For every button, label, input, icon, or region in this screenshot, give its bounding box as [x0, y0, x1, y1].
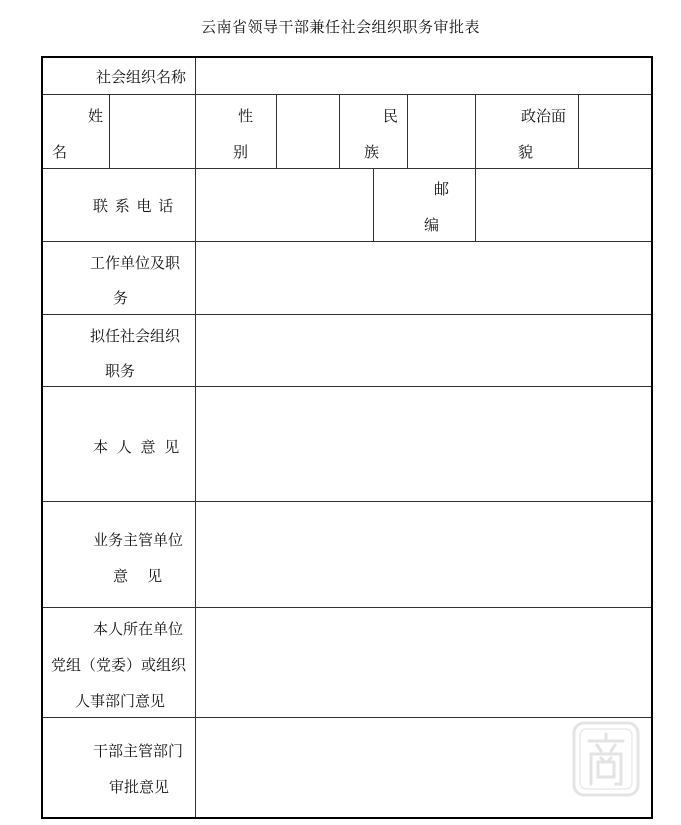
political-status-label-top: 政治面 [521, 107, 567, 125]
gender-label-bottom: 别 [233, 143, 249, 161]
name-field[interactable] [110, 95, 196, 169]
party-hr-opinion-label-line1: 本人所在单位 [93, 620, 184, 638]
cadre-approval-label-bottom: 审批意见 [109, 778, 170, 796]
workplace-label-bottom: 务 [113, 289, 129, 307]
supervisor-opinion-label-bottom: 意 见 [113, 567, 163, 585]
workplace-field[interactable] [196, 242, 651, 315]
phone-label: 联 系 电 话 [93, 197, 175, 215]
approval-form-table [41, 56, 653, 819]
ethnicity-label-cell [340, 95, 408, 169]
shang-seal-watermark-icon [571, 720, 641, 798]
proposed-position-field[interactable] [196, 315, 651, 387]
workplace-label-cell [43, 242, 196, 315]
cadre-approval-label-cell [43, 718, 196, 817]
personal-opinion-label: 本 人 意 见 [93, 438, 182, 456]
postcode-field[interactable] [476, 169, 651, 242]
supervisor-opinion-label-top: 业务主管单位 [93, 531, 184, 549]
ethnicity-label-top: 民 [383, 107, 399, 125]
org-name-label-cell [43, 58, 196, 95]
name-label-bottom: 名 [52, 143, 68, 161]
personal-opinion-label-cell [43, 387, 196, 502]
gender-label-top: 性 [238, 107, 254, 125]
party-hr-opinion-label-line3: 人事部门意见 [75, 692, 166, 710]
postcode-label-cell [374, 169, 476, 242]
proposed-position-label-bottom: 职务 [105, 362, 136, 380]
form-title: 云南省领导干部兼任社会组织职务审批表 [200, 18, 480, 36]
ethnicity-field[interactable] [408, 95, 476, 169]
gender-field[interactable] [277, 95, 340, 169]
cadre-approval-label-top: 干部主管部门 [93, 742, 184, 760]
org-name-label: 社会组织名称 [95, 68, 186, 86]
political-status-field[interactable] [579, 95, 651, 169]
party-hr-opinion-label-cell [43, 608, 196, 718]
postcode-label-bottom: 编 [424, 216, 440, 234]
supervisor-opinion-label-cell [43, 502, 196, 608]
name-label-top: 姓 [87, 107, 103, 125]
supervisor-opinion-field[interactable] [196, 502, 651, 608]
personal-opinion-field[interactable] [196, 387, 651, 502]
postcode-label-top: 邮 [434, 180, 450, 198]
political-status-label-bottom: 貌 [518, 143, 534, 161]
workplace-label-top: 工作单位及职 [90, 254, 181, 272]
phone-field[interactable] [196, 169, 374, 242]
political-status-label-cell [476, 95, 579, 169]
name-label-cell [43, 95, 110, 169]
proposed-position-label-cell [43, 315, 196, 387]
gender-label-cell [196, 95, 277, 169]
party-hr-opinion-field[interactable] [196, 608, 651, 718]
phone-label-cell [43, 169, 196, 242]
ethnicity-label-bottom: 族 [364, 143, 380, 161]
party-hr-opinion-label-line2: 党组（党委）或组织 [51, 656, 187, 674]
org-name-field[interactable] [196, 58, 651, 95]
proposed-position-label-top: 拟任社会组织 [90, 327, 181, 345]
